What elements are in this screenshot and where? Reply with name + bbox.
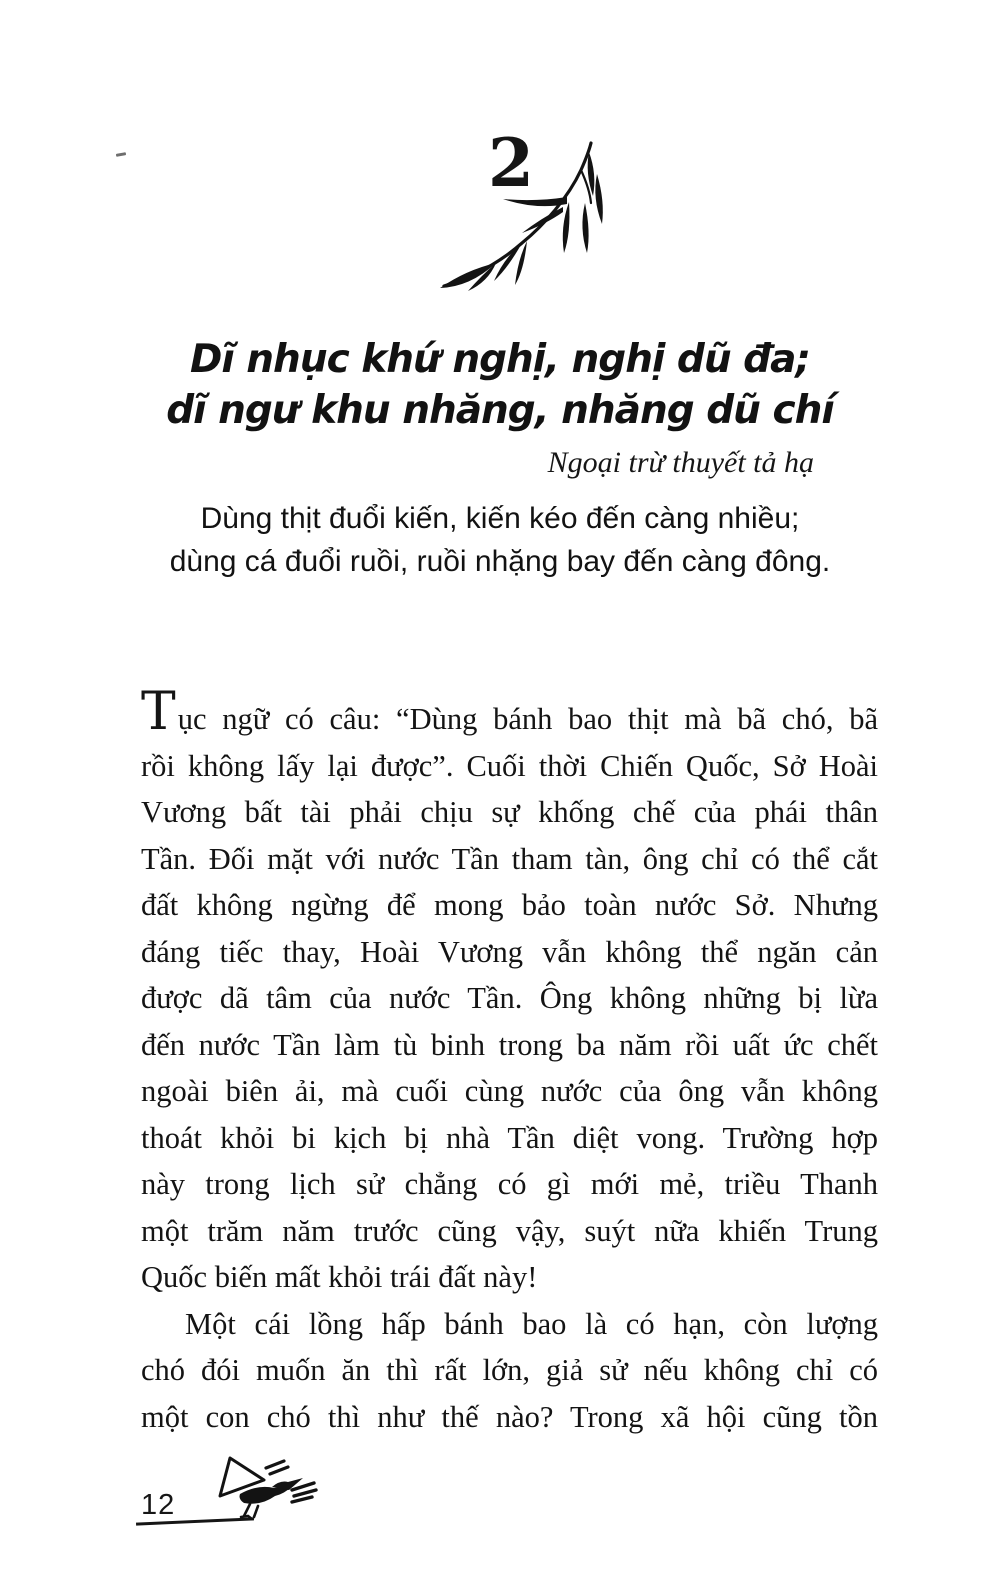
body-line: Quốc biến mất khỏi trái đất này! xyxy=(141,1260,538,1294)
epigraph-translation xyxy=(0,497,1000,583)
scan-artifact-mark xyxy=(116,152,126,157)
body-line: Một cái lồng hấp bánh bao là có hạn, còn lượng xyxy=(185,1306,878,1341)
epigraph-title xyxy=(0,334,1000,436)
bamboo-branch-icon xyxy=(438,140,620,292)
body-line: được dã tâm của nước Tần. Ông không những bị lừa xyxy=(141,981,878,1015)
epigraph-title-line1: Dĩ nhục khứ nghị, nghị dũ đa; xyxy=(189,337,811,382)
body-line: rồi không lấy lại được”. Cuối thời Chiến Quốc, Sở Hoài xyxy=(141,748,878,783)
chapter-number: 2 xyxy=(488,124,534,202)
body-line: một con chó thì như thế nào? Trong xã hội cũng tồn xyxy=(141,1399,878,1434)
epigraph-translation-line1: Dùng thịt đuổi kiến, kiến kéo đến càng nhiều; xyxy=(200,502,800,535)
body-line: đến nước Tần làm tù binh trong ba năm rồi uất ức chết xyxy=(141,1027,878,1062)
epigraph-translation-line2: dùng cá đuổi ruồi, ruồi nhặng bay đến càng đông. xyxy=(169,545,831,578)
body-line: đáng tiếc thay, Hoài Vương vẫn không thể ngăn cản xyxy=(141,934,878,969)
body-line: chó đói muốn ăn thì rất lớn, giả sử nếu không chỉ có xyxy=(141,1353,878,1387)
body-line: ngoài biên ải, mà cuối cùng nước của ông vẫn không xyxy=(141,1074,878,1108)
page-number: 12 xyxy=(141,1489,176,1521)
body-line: này trong lịch sử chẳng có gì mới mẻ, triều Thanh xyxy=(141,1167,878,1201)
body-line: Tần. Đối mặt với nước Tần tham tàn, ông chỉ có thể cắt xyxy=(141,841,878,876)
flying-bird-icon xyxy=(208,1452,320,1526)
epigraph-title-line2: dĩ ngư khu nhăng, nhăng dũ chí xyxy=(166,388,834,433)
body-line: một trăm năm trước cũng vậy, suýt nữa khiến Trung xyxy=(141,1213,878,1248)
body-line: thoát khỏi bi kịch bị nhà Tần diệt vong. Trường hợp xyxy=(141,1120,878,1155)
body-line: Vương bất tài phải chịu sự khống chế của phái thân xyxy=(141,795,878,829)
epigraph-source: Ngoại trừ thuyết tả hạ xyxy=(547,446,814,479)
body-text xyxy=(141,682,878,1440)
body-line: Tục ngữ có câu: “Dùng bánh bao thịt mà bã chó, bã xyxy=(141,682,878,742)
body-line: đất không ngừng để mong bảo toàn nước Sở. Nhưng xyxy=(141,888,878,922)
